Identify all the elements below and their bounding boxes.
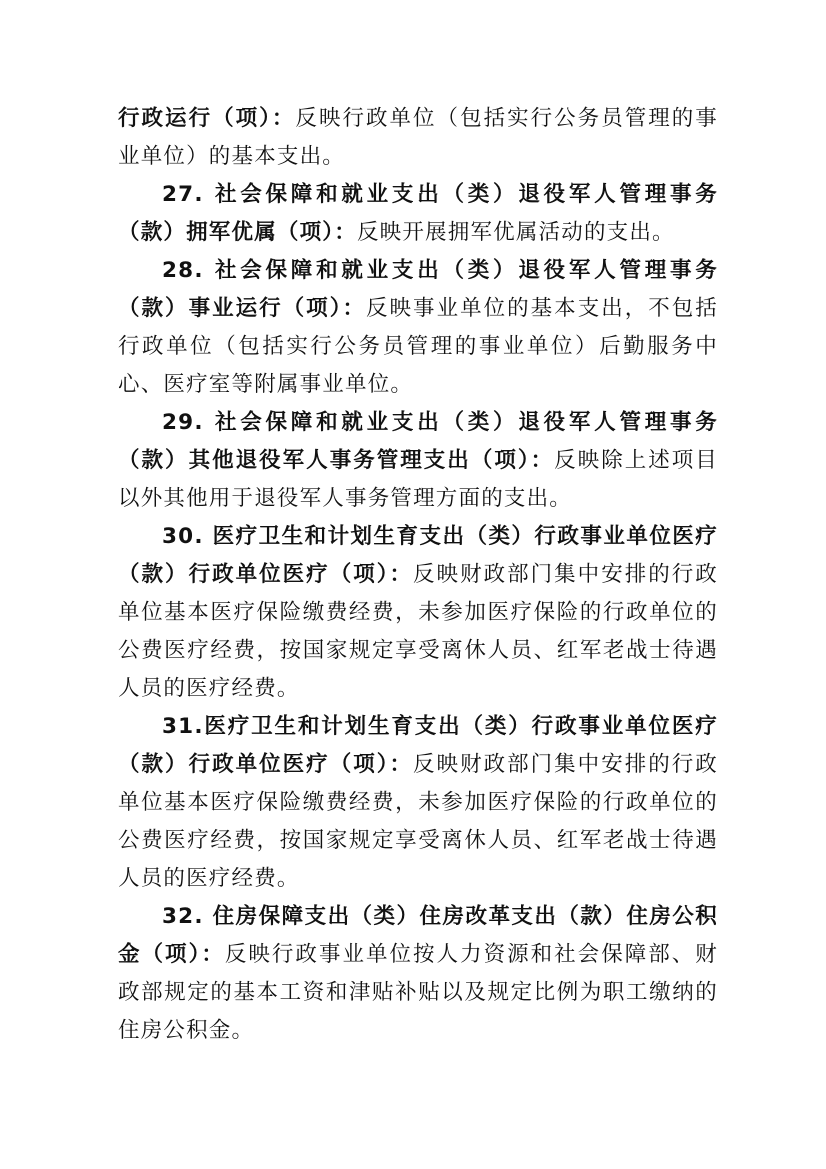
paragraph-item-31 [118,708,718,898]
paragraph-item-30 [118,518,718,708]
paragraph-item-29 [118,404,718,518]
item-heading: 29. 社会保障和就业支出（类）退役军人管理事务（款）其他退役军人事务管理支出（项）： [118,410,718,473]
item-heading: 32. 住房保障支出（类）住房改革支出（款）住房公积金（项）： [118,904,718,967]
item-description: 反映事业单位的基本支出，不包括行政单位（包括实行公务员管理的事业单位）后勤服务中心、医疗室等附属事业单位。 [118,296,718,397]
item-heading: 行政运行（项）： [118,106,296,131]
item-description: 反映财政部门集中安排的行政单位基本医疗保险缴费经费，未参加医疗保险的行政单位的公费医疗经费，按国家规定享受离休人员、红军老战士待遇人员的医疗经费。 [118,752,718,891]
paragraph-item-27 [118,176,718,252]
item-heading: 30. 医疗卫生和计划生育支出（类）行政事业单位医疗（款）行政单位医疗（项）： [118,524,718,587]
item-description: 反映开展拥军优属活动的支出。 [356,220,675,245]
paragraph-admin-operation [118,100,718,176]
paragraph-item-28 [118,252,718,404]
item-heading: 31.医疗卫生和计划生育支出（类）行政事业单位医疗（款）行政单位医疗（项）： [118,714,718,777]
item-heading: 27. 社会保障和就业支出（类）退役军人管理事务（款）拥军优属（项）： [118,182,718,245]
item-description: 反映除上述项目以外其他用于退役军人事务管理方面的支出。 [118,448,718,511]
item-heading: 28. 社会保障和就业支出（类）退役军人管理事务（款）事业运行（项）： [118,258,718,321]
paragraph-item-32 [118,898,718,1050]
item-description: 反映行政单位（包括实行公务员管理的事业单位）的基本支出。 [118,106,718,169]
document-page [118,100,718,1050]
item-description: 反映财政部门集中安排的行政单位基本医疗保险缴费经费，未参加医疗保险的行政单位的公费医疗经费，按国家规定享受离休人员、红军老战士待遇人员的医疗经费。 [118,562,718,701]
item-description: 反映行政事业单位按人力资源和社会保障部、财政部规定的基本工资和津贴补贴以及规定比例为职工缴纳的住房公积金。 [118,942,718,1043]
